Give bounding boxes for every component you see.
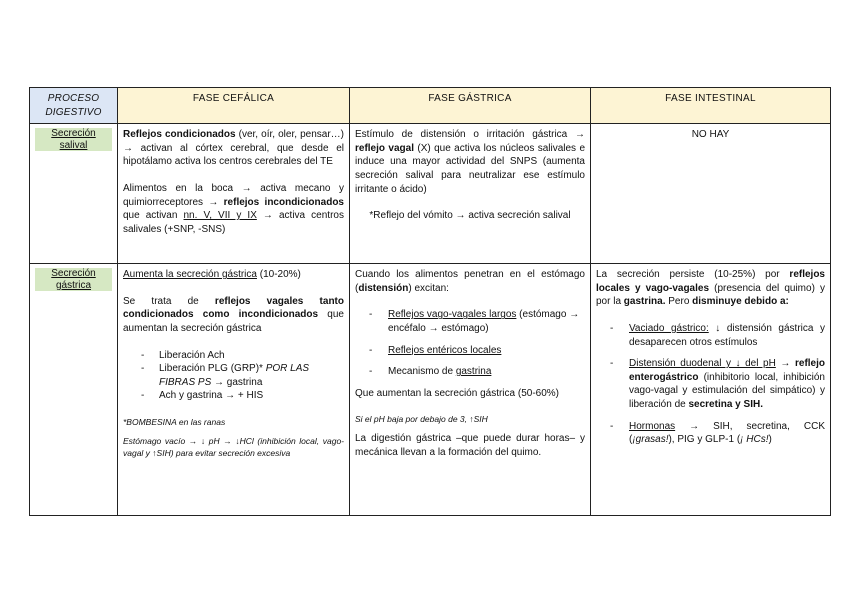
row-secrecion-salival bbox=[30, 124, 831, 264]
text: ) excitan: bbox=[408, 282, 449, 294]
cell-gastrica-intestinal bbox=[591, 264, 831, 516]
underlined-text: Reflejos entéricos locales bbox=[388, 344, 502, 356]
salival-cefalica-p1 bbox=[123, 128, 344, 169]
bold-reflejo-vagal: reflejo vagal bbox=[355, 142, 414, 154]
underlined-hormonas: Hormonas bbox=[629, 420, 676, 432]
underlined-nerves: nn. V, VII y IX bbox=[183, 210, 257, 222]
gastrica-cefalica-p2 bbox=[123, 295, 344, 336]
list-item bbox=[123, 362, 344, 389]
italic-note: Estómago vacío → ↓ pH → ↓HCl (inhibición local, vago-vagal y ↑SIH) para evitar secreción excesiva bbox=[123, 435, 344, 458]
gastrica-cefalica-list bbox=[123, 349, 344, 403]
salival-gastrica-note: *Reflejo del vómito → activa secreción salival bbox=[369, 210, 571, 222]
text: Estímulo de distensión o irritación gástrica → bbox=[355, 129, 585, 141]
header-proceso: PROCESO DIGESTIVO bbox=[30, 88, 118, 124]
gastrica-intestinal-p1 bbox=[596, 268, 825, 309]
bold-distension: distensión bbox=[358, 282, 409, 294]
list-item bbox=[355, 365, 585, 379]
row-label-secrecion-gastrica bbox=[30, 264, 118, 516]
bold-disminuye: disminuye debido a: bbox=[692, 296, 789, 308]
cell-salival-cefalica bbox=[118, 124, 350, 264]
salival-cefalica-p2 bbox=[123, 182, 344, 236]
row-secrecion-gastrica bbox=[30, 264, 831, 516]
text: → activa centros salivales (+SNP, -SNS) bbox=[123, 210, 344, 235]
text: → bbox=[775, 358, 795, 370]
text: Liberación PLG (GRP)* bbox=[159, 363, 263, 375]
bold-reflejos-condicionados: Reflejos condicionados bbox=[123, 129, 236, 141]
list-item bbox=[355, 308, 585, 335]
bold-reflejos-locales: reflejos locales y vago-vagales bbox=[596, 269, 825, 294]
text: → SIH, secretina, CCK ( bbox=[629, 420, 825, 446]
text: ) bbox=[768, 434, 772, 446]
label-secrecion-gastrica: Secreción gástrica bbox=[35, 268, 112, 291]
text: La secreción persiste (10-25%) por bbox=[596, 269, 790, 281]
text: Se trata de bbox=[123, 295, 215, 307]
gastrica-cefalica-note1 bbox=[123, 416, 344, 428]
label-secrecion-salival: Secreción salival bbox=[35, 128, 112, 151]
italic-grasas: ¡grasas! bbox=[632, 434, 669, 446]
italic-note: Si el pH baja por debajo de 3, ↑SIH bbox=[355, 414, 488, 425]
gastrica-gastrica-note bbox=[355, 413, 585, 425]
italic-hcs: ¡ HCs! bbox=[740, 434, 769, 446]
italic-note: *BOMBESINA en las ranas bbox=[123, 416, 226, 427]
bold-reflejos-incondicionados: reflejos incondicionados bbox=[223, 196, 344, 208]
underlined-text: Vaciado gástrico: bbox=[629, 322, 709, 334]
row-label-secrecion-salival bbox=[30, 124, 118, 264]
underlined-text: Distensión duodenal y ↓ del pH bbox=[629, 358, 776, 370]
digestion-phases-table bbox=[29, 87, 831, 516]
header-fase-cefalica: FASE CEFÁLICA bbox=[118, 88, 350, 124]
text: ), PIG y GLP-1 ( bbox=[668, 434, 741, 446]
text: Mecanismo de bbox=[388, 366, 456, 378]
header-fase-gastrica: FASE GÁSTRICA bbox=[350, 88, 591, 124]
list-item bbox=[596, 357, 825, 411]
bold-reflejos-vagales: reflejos vagales tanto condicionados como incondicionados bbox=[123, 295, 344, 321]
underlined-text: Reflejos vago-vagales largos bbox=[388, 309, 517, 321]
gastrica-cefalica-title bbox=[123, 268, 344, 282]
header-fase-intestinal: FASE INTESTINAL bbox=[591, 88, 831, 124]
no-hay-text: NO HAY bbox=[691, 129, 730, 141]
text: (X) que activa los núcleos salivales e induce una mayor actividad del SNPS (aumenta secreción salival para neutralizar ese estímulo irritante o ácido) bbox=[355, 142, 586, 195]
underlined-title: Aumenta la secreción gástrica bbox=[123, 269, 257, 281]
gastrica-gastrica-p3: La digestión gástrica –que puede durar horas– y mecánica llevan a la formación del quimo. bbox=[355, 433, 585, 458]
text: (presencia del quimo) y por la bbox=[596, 282, 825, 308]
bold-gastrina: gastrina. bbox=[623, 296, 666, 308]
list-item bbox=[355, 344, 585, 358]
text: (inhibitorio local, inhibición vago-vagal y estimulación del simpático) y liberación de bbox=[629, 371, 825, 410]
cell-salival-intestinal bbox=[591, 124, 831, 264]
text: → gastrina bbox=[211, 376, 263, 388]
text: (10-20%) bbox=[256, 269, 301, 281]
salival-gastrica-p1 bbox=[355, 128, 585, 196]
text: Ach y gastrina → + HIS bbox=[159, 390, 264, 402]
italic-fibras-ps: POR LAS FIBRAS PS bbox=[159, 363, 310, 388]
underlined-gastrina: gastrina bbox=[455, 366, 492, 378]
gastrica-gastrica-p1 bbox=[355, 268, 585, 295]
bold-reflejo-enterogastrico: reflejo enterogástrico bbox=[629, 358, 825, 383]
header-row bbox=[30, 88, 831, 124]
text: que activan bbox=[123, 210, 184, 222]
text: ↓ distensión gástrica y desaparecen otros estímulos bbox=[629, 322, 825, 348]
cell-gastrica-cefalica bbox=[118, 264, 350, 516]
text: (estómago → encéfalo → estómago) bbox=[388, 309, 580, 334]
text: Liberación Ach bbox=[159, 349, 225, 361]
text: (ver, oír, oler, pensar…) → activan al córtex cerebral, que desde el hipotálamo activa los centros cerebrales del TE bbox=[123, 129, 344, 168]
text: Cuando los alimentos penetran en el estómago ( bbox=[355, 269, 585, 294]
text: Alimentos en la boca → activa mecano y quimiorreceptores → bbox=[123, 182, 344, 208]
gastrica-gastrica-p2: Que aumentan la secreción gástrica (50-60%) bbox=[355, 387, 559, 399]
cell-salival-gastrica bbox=[350, 124, 591, 264]
text: que aumentan la secreción gástrica bbox=[123, 309, 344, 334]
cell-gastrica-gastrica bbox=[350, 264, 591, 516]
bold-secretina-sih: secretina y SIH. bbox=[688, 398, 763, 410]
list-item bbox=[123, 349, 344, 363]
list-item bbox=[123, 389, 344, 403]
gastrica-intestinal-list bbox=[596, 322, 825, 447]
gastrica-cefalica-note2 bbox=[123, 435, 344, 459]
list-item bbox=[596, 420, 825, 447]
list-item bbox=[596, 322, 825, 349]
gastrica-gastrica-list bbox=[355, 308, 585, 378]
text: Pero bbox=[665, 296, 693, 308]
